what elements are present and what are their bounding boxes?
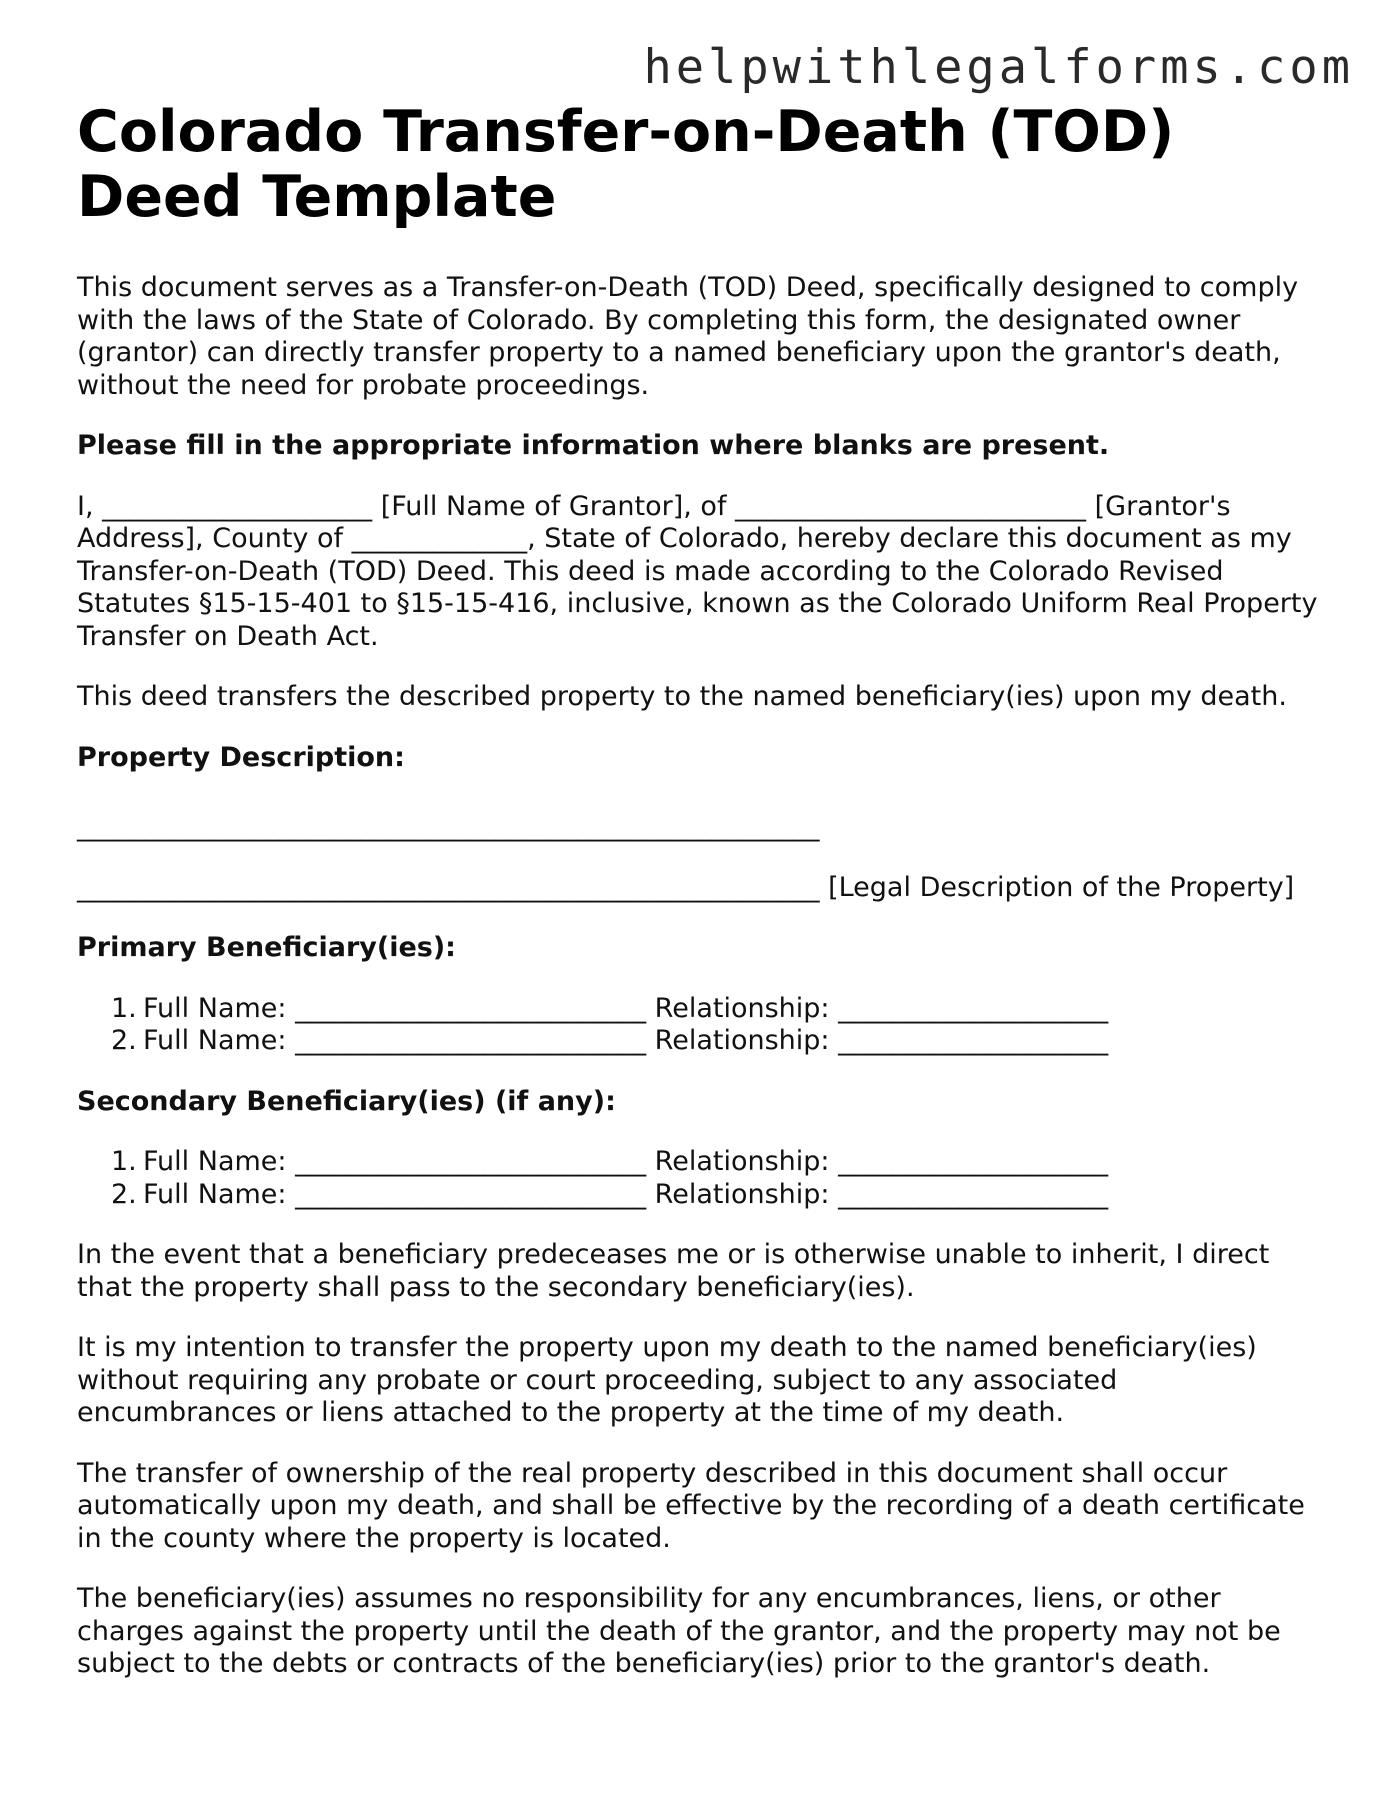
beneficiary-responsibility-clause: The beneficiary(ies) assumes no responsibility for any encumbrances, liens, or other charges against the property until the death of the grantor, and the property may not be subject to the debts or contracts of the beneficiary(ies) prior to the grantor's death.	[77, 1583, 1281, 1679]
list-item	[77, 1025, 1322, 1058]
intention-clause: It is my intention to transfer the property upon my death to the named beneficiary(ies) without requiring any probate or court proceeding, subject to any associated encumbrances or liens attached to the property at the time of my death.	[77, 1332, 1257, 1428]
list-item	[77, 1179, 1322, 1212]
list-number: 2.	[111, 1178, 137, 1210]
property-blank-line-2: _______________________________________________________ [Legal Description of the Property]	[77, 871, 1295, 903]
property-description-heading: Property Description:	[77, 741, 405, 773]
intro-paragraph: This document serves as a Transfer-on-Death (TOD) Deed, specifically designed to comply with the laws of the State of Colorado. By completing this form, the designated owner (grantor) can directly transfer property to a named beneficiary upon the grantor's death, without the need for probate proceedings.	[77, 272, 1299, 401]
list-item	[77, 1146, 1322, 1179]
list-number: 1.	[111, 992, 137, 1024]
grantor-declaration: I, ____________________ [Full Name of Grantor], of __________________________ [Grantor's Address], County of _____________, State of Colorado, hereby declare this document as my Transfer-on-Death (TOD) Deed. This deed is made according to the Colorado Revised Statutes §15-15-401 to §15-15-416, inclusive, known as the Colorado Uniform Real Property Transfer on Death Act.	[77, 490, 1318, 652]
list-number: 2.	[111, 1025, 137, 1056]
beneficiary-line: Full Name: __________________________ Relationship: ____________________	[143, 1146, 1109, 1177]
property-blank-line-1: _______________________________________________________	[77, 811, 820, 842]
list-item	[77, 993, 1322, 1026]
secondary-beneficiaries-list	[77, 1146, 1322, 1211]
site-watermark: helpwithlegalforms.com	[643, 40, 1354, 95]
fill-instruction: Please fill in the appropriate information where blanks are present.	[77, 430, 1110, 461]
secondary-beneficiaries-heading: Secondary Beneficiary(ies) (if any):	[77, 1085, 616, 1117]
document-title: Colorado Transfer-on-Death (TOD) Deed Template	[77, 99, 1175, 230]
list-number: 1.	[111, 1146, 137, 1177]
primary-beneficiaries-heading: Primary Beneficiary(ies):	[77, 932, 456, 963]
primary-beneficiaries-list	[77, 993, 1322, 1058]
ownership-transfer-clause: The transfer of ownership of the real property described in this document shall occur automatically upon my death, and shall be effective by the recording of a death certificate in the county where the property is located.	[77, 1457, 1305, 1554]
document-page	[77, 100, 1322, 1681]
beneficiary-line: Full Name: __________________________ Relationship: ____________________	[143, 1178, 1109, 1210]
beneficiary-line: Full Name: __________________________ Relationship: ____________________	[143, 1025, 1109, 1056]
beneficiary-line: Full Name: __________________________ Relationship: ____________________	[143, 992, 1109, 1024]
transfer-statement: This deed transfers the described property to the named beneficiary(ies) upon my death.	[77, 681, 1287, 712]
predecease-clause: In the event that a beneficiary predeceases me or is otherwise unable to inherit, I direct that the property shall pass to the secondary beneficiary(ies).	[77, 1239, 1270, 1303]
